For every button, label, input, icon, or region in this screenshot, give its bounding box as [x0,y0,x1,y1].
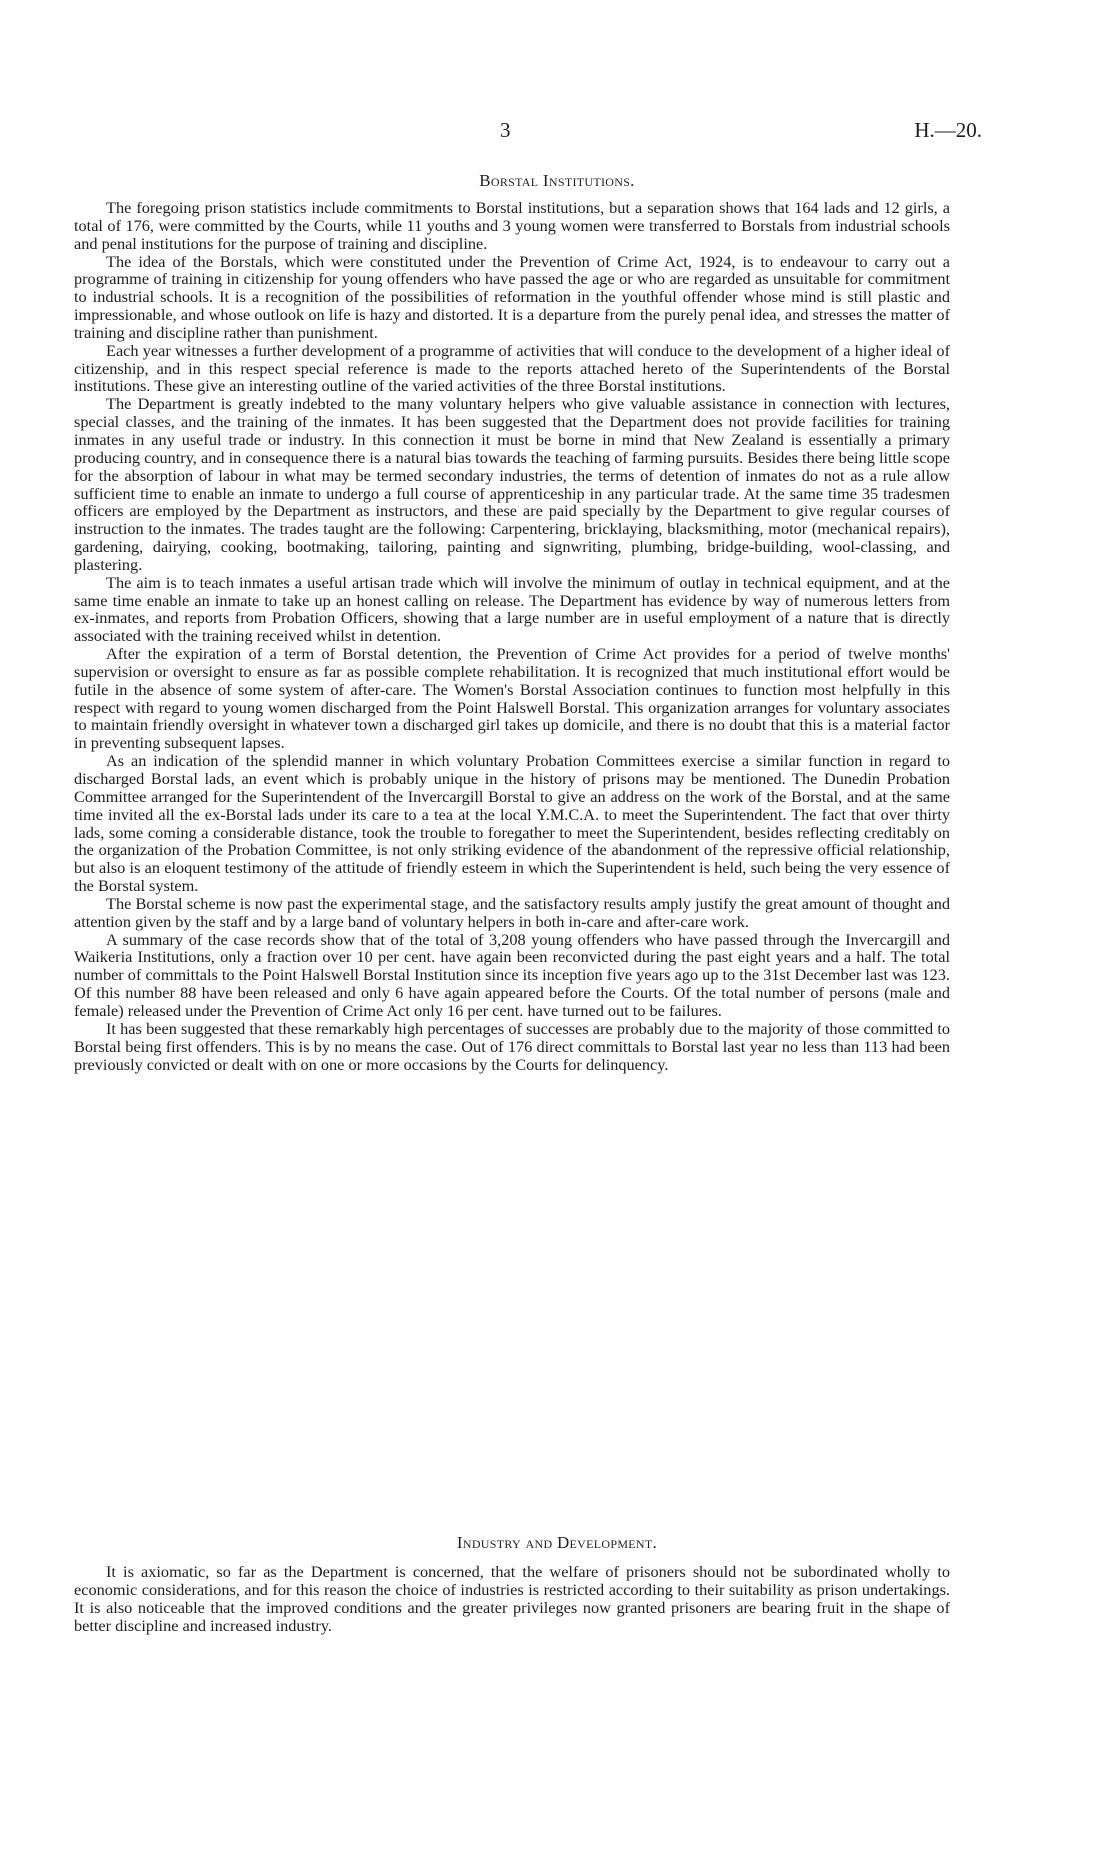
paragraph: The idea of the Borstals, which were constituted under the Prevention of Crime Act, 1924, is to endeavour to carry out a programme of training in citizenship for young offenders who have passed the age or who are regarded as unsuitable for commitment to industrial schools. It is a recognition of the possibilities of reformation in the youthful offender whose mind is still plastic and impressionable, and whose outlook on life is hazy and distorted. It is a departure from the purely penal idea, and stresses the matter of training and discipline rather than punishment. [74,251,950,342]
section-heading-industry-and-development: Industry and Development. [456,1533,658,1552]
paragraph: As an indication of the splendid manner in which voluntary Probation Committees exercise a similar function in regard to discharged Borstal lads, an event which is probably unique in the history of prisons may be mentioned. The Dunedin Probation Committee arranged for the Superintendent of the Invercargill Borstal to give an address on the work of the Borstal, and at the same time invited all the ex-Borstal lads under its care to a tea at the local Y.M.C.A. to meet the Superintendent. The fact that over thirty lads, some coming a considerable distance, took the trouble to foregather to meet the Superintendent, besides reflecting creditably on the organization of the Probation Committee, is not only striking evidence of the abandonment of the repressive official relationship, but also is an eloquent testimony of the attitude of friendly esteem in which the Superintendent is held, such being the very essence of the Borstal system. [74,751,950,896]
section-body-industry-and-development [74,1563,950,1634]
paragraph: A summary of the case records show that of the total of 3,208 young offenders who have passed through the Invercargill and Waikeria Institutions, only a fraction over 10 per cent. have again been reconvicted during the past eight years and a half. The total number of committals to the Point Halswell Borstal Institution since its inception five years ago up to the 31st December last was 123. Of this number 88 have been released and only 6 have again appeared before the Courts. Of the total number of persons (male and female) released under the Prevention of Crime Act only 16 per cent. have turned out to be failures. [74,929,950,1020]
paragraph: The Department is greatly indebted to the many voluntary helpers who give valuable assistance in connection with lectures, special classes, and the training of the inmates. It has been suggested that the Department does not provide facilities for training inmates in any useful trade or industry. In this connection it must be borne in mind that New Zealand is essentially a primary producing country, and in consequence there is a natural bias towards the teaching of farming pursuits. Besides there being little scope for the absorption of labour in what may be termed secondary industries, the terms of detention of inmates do not as a rule allow sufficient time to enable an inmate to undergo a full course of apprenticeship in any particular trade. At the same time 35 tradesmen officers are employed by the Department as instructors, and these are paid specially by the Department to give regular courses of instruction to the inmates. The trades taught are the following: Carpentering, bricklaying, blacksmithing, motor (mechanical repairs), gardening, dairying, cooking, bootmaking, tailoring, painting and signwriting, plumbing, bridge-building, wool-classing, and plastering. [74,394,950,574]
paragraph: The foregoing prison statistics include commitments to Borstal institutions, but a separation shows that 164 lads and 12 girls, a total of 176, were committed by the Courts, while 11 youths and 3 young women were transferred to Borstals from industrial schools and penal institutions for the purpose of training and discipline. [74,198,950,253]
paragraph: The aim is to teach inmates a useful artisan trade which will involve the minimum of outlay in technical equipment, and at the same time enable an inmate to take up an honest calling on release. The Department has evidence by way of numerous letters from ex-inmates, and reports from Probation Officers, showing that a large number are in useful employment of a nature that is directly associated with the training received whilst in detention. [74,572,950,646]
paragraph: It is axiomatic, so far as the Department is concerned, that the welfare of prisoners should not be subordinated wholly to economic considerations, and for this reason the choice of industries is restricted according to their suitability as prison undertakings. It is also noticeable that the improved conditions and the greater privileges now granted prisoners are bearing fruit in the shape of better discipline and increased industry. [74,1562,950,1635]
page-number: 3 [500,118,511,142]
document-reference: H.—20. [914,118,982,142]
section-body-borstal-institutions [74,199,950,1073]
paragraph: It has been suggested that these remarkably high percentages of successes are probably due to the majority of those committed to Borstal being first offenders. This is by no means the case. Out of 176 direct committals to Borstal last year no less than 113 had been previously convicted or dealt with on one or more occasions by the Courts for delinquency. [74,1018,950,1074]
paragraph: After the expiration of a term of Borstal detention, the Prevention of Crime Act provides for a period of twelve months' supervision or oversight to ensure as far as possible complete rehabilitation. It is recognized that much institutional effort would be futile in the absence of some system of after-care. The Women's Borstal Association continues to function most helpfully in this respect with regard to young women discharged from the Point Halswell Borstal. This organization arranges for voluntary associates to maintain friendly oversight in whatever town a discharged girl takes up domicile, and there is no doubt that this is a material factor in preventing subsequent lapses. [74,644,950,753]
paragraph: Each year witnesses a further development of a programme of activities that will conduce to the development of a higher ideal of citizenship, and in this respect special reference is made to the reports attached hereto of the Superintendents of the Borstal institutions. These give an interesting outline of the varied activities of the three Borstal institutions. [74,340,950,396]
paragraph: The Borstal scheme is now past the experimental stage, and the satisfactory results amply justify the great amount of thought and attention given by the staff and by a large band of voluntary helpers in both in-care and after-care work. [74,893,950,931]
section-heading-borstal-institutions: Borstal Institutions. [479,171,635,190]
